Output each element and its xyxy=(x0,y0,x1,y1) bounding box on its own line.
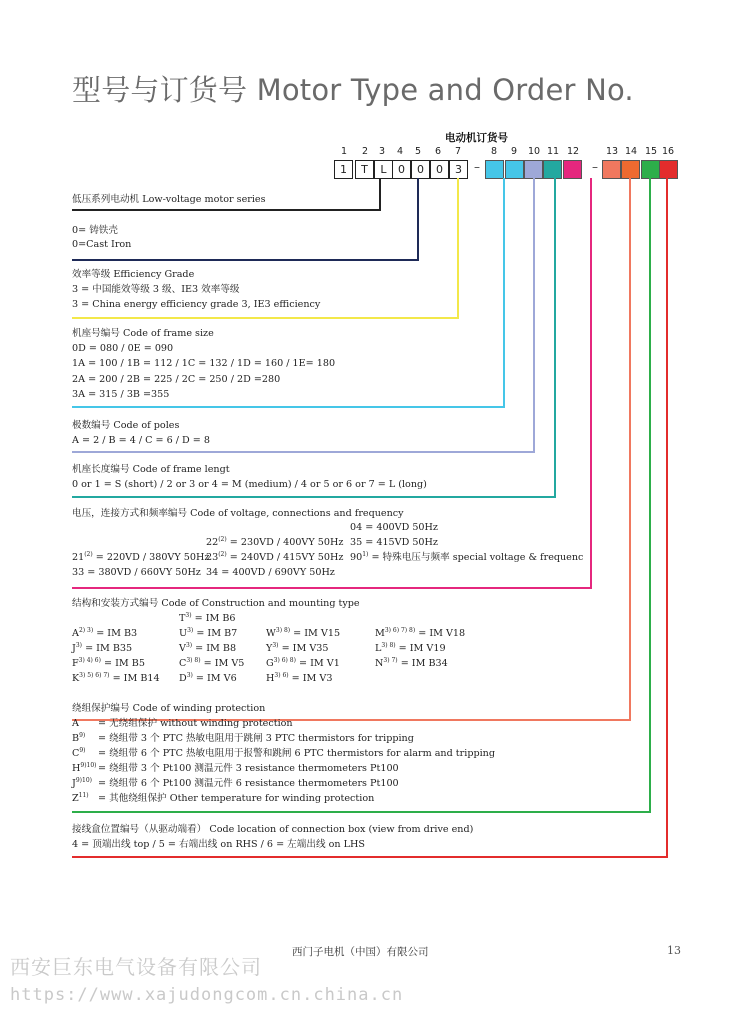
page-title: 型号与订货号 Motor Type and Order No. xyxy=(72,73,634,107)
frame-size-row: 3A = 315 / 3B =355 xyxy=(72,389,170,400)
position-number: 13 xyxy=(605,146,619,157)
frame-length-row: 0 or 1 = S (short) / 2 or 3 or 4 = M (medium) / 4 or 5 or 6 or 7 = L (long) xyxy=(72,479,427,490)
series-label: 低压系列电动机 Low-voltage motor series xyxy=(72,194,266,205)
position-number: 15 xyxy=(644,146,658,157)
order-number-label: 电动机订货号 xyxy=(445,132,508,144)
mounting-code: $C^{3) 8)}$ = IM V5 xyxy=(179,657,245,669)
winding-code-desc: = 绕组带 6 个 Pt100 测温元件 6 resistance thermometers Pt100 xyxy=(98,778,399,789)
mounting-code: $W^{3) 8)}$ = IM V15 xyxy=(266,627,341,639)
efficiency-line-cn: 3 = 中国能效等级 3 级、IE3 效率等级 xyxy=(72,284,240,295)
position-number: 4 xyxy=(396,146,404,157)
winding-code-letter: $J^{9)10)}$ xyxy=(72,777,92,789)
mounting-code: $A^{2) 3)}$ = IM B3 xyxy=(72,627,138,639)
order-code-box: T xyxy=(355,160,374,179)
mounting-code: $D^{3)}$ = IM V6 xyxy=(179,672,237,684)
position-number: 2 xyxy=(361,146,369,157)
frame-length-header: 机座长度编号 Code of frame lengt xyxy=(72,464,230,475)
position-number: 16 xyxy=(661,146,675,157)
position-number: 3 xyxy=(378,146,386,157)
mounting-code: $G^{3) 6) 8)}$ = IM V1 xyxy=(266,657,340,669)
frame-size-row: 0D = 080 / 0E = 090 xyxy=(72,343,174,354)
mounting-code: $Y^{3)}$ = IM V35 xyxy=(266,642,329,654)
winding-code-desc: = 绕组带 3 个 PTC 热敏电阻用于跳闸 3 PTC thermistors for tripping xyxy=(98,733,414,744)
position-number: 7 xyxy=(454,146,462,157)
poles-header: 极数编号 Code of poles xyxy=(72,420,180,431)
mounting-code: $T^{3)}$ = IM B6 xyxy=(179,612,236,624)
position-number: 9 xyxy=(510,146,518,157)
watermark-url: https://www.xajudongcom.cn.china.cn xyxy=(10,985,404,1005)
order-code-box: L xyxy=(374,160,393,179)
page-number: 13 xyxy=(667,944,681,957)
mounting-code: $J^{3)}$ = IM B35 xyxy=(72,642,133,654)
winding-code-desc: = 绕组带 3 个 Pt100 测温元件 3 resistance thermometers Pt100 xyxy=(98,763,399,774)
winding-code-letter: A xyxy=(72,718,79,729)
order-code-box: 0 xyxy=(411,160,430,179)
position-number: 8 xyxy=(490,146,498,157)
winding-code-desc: = 绕组带 6 个 PTC 热敏电阻用于报警和跳闸 6 PTC thermistors for alarm and tripping xyxy=(98,748,495,759)
frame-size-header: 机座号编号 Code of frame size xyxy=(72,328,214,339)
winding-code-desc: = 无绕组保护 without winding protection xyxy=(98,718,293,729)
frame-size-row: 2A = 200 / 2B = 225 / 2C = 250 / 2D =280 xyxy=(72,374,281,385)
voltage-header: 电压，连接方式和频率编号 Code of voltage, connections and frequency xyxy=(72,508,404,519)
position-number: 6 xyxy=(434,146,442,157)
voltage-code: 33 = 380VD / 660VY 50Hz xyxy=(72,567,201,578)
position-number: 14 xyxy=(624,146,638,157)
voltage-code: 34 = 400VD / 690VY 50Hz xyxy=(206,567,335,578)
watermark-company: 西安巨东电气设备有限公司 xyxy=(10,955,262,979)
winding-code-desc: = 其他绕组保护 Other temperature for winding protection xyxy=(98,793,375,804)
winding-code-letter: $H^{9)10)}$ xyxy=(72,762,97,774)
mounting-code: $U^{3)}$ = IM B7 xyxy=(179,627,238,639)
mounting-header: 结构和安装方式编号 Code of Construction and mounting type xyxy=(72,598,360,609)
winding-code-letter: $Z^{11)}$ xyxy=(72,792,89,804)
separator-dash: – xyxy=(474,160,480,174)
voltage-code: $22^{(2)} = 230VD / 400VY$ 50Hz xyxy=(206,536,344,548)
order-code-box: 3 xyxy=(449,160,468,179)
position-number: 1 xyxy=(340,146,348,157)
efficiency-line-en: 3 = China energy efficiency grade 3, IE3 efficiency xyxy=(72,299,321,310)
position-number: 12 xyxy=(566,146,580,157)
voltage-code: 04 = 400VD 50Hz xyxy=(350,522,438,533)
housing-line-en: 0=Cast Iron xyxy=(72,239,132,250)
mounting-code: $L^{3) 8)}$ = IM V19 xyxy=(375,642,446,654)
efficiency-header: 效率等级 Efficiency Grade xyxy=(72,269,195,280)
connection-box-row: 4 = 顶端出线 top / 5 = 右端出线 on RHS / 6 = 左端出线 on LHS xyxy=(72,839,365,850)
connector-poles xyxy=(72,178,534,452)
order-code-box: 0 xyxy=(430,160,449,179)
order-code-box: 1 xyxy=(334,160,353,179)
winding-code-letter: $B^{9)}$ xyxy=(72,732,86,744)
separator-dash: – xyxy=(592,160,598,174)
voltage-code: $90^{1)}$ = 特殊电压与频率 special voltage & frequenc xyxy=(350,551,584,563)
voltage-code: $21^{(2)} = 220VD / 380VY$ 50Hz xyxy=(72,551,210,563)
mounting-code: $F^{3) 4) 6)}$ = IM B5 xyxy=(72,657,145,669)
mounting-code: $H^{3) 6)}$ = IM V3 xyxy=(266,672,333,684)
housing-line-cn: 0= 铸铁壳 xyxy=(72,225,118,236)
position-number: 11 xyxy=(546,146,560,157)
mounting-code: $N^{3) 7)}$ = IM B34 xyxy=(375,657,448,669)
order-code-box: 0 xyxy=(392,160,411,179)
poles-row: A = 2 / B = 4 / C = 6 / D = 8 xyxy=(72,435,210,446)
voltage-code: 35 = 415VD 50Hz xyxy=(350,537,438,548)
connection-box-header: 接线盒位置编号（从驱动端看） Code location of connection box (view from drive end) xyxy=(72,824,474,835)
frame-size-row: 1A = 100 / 1B = 112 / 1C = 132 / 1D = 160 / 1E= 180 xyxy=(72,358,336,369)
mounting-code: $K^{3) 5) 6) 7)}$ = IM B14 xyxy=(72,672,160,684)
winding-header: 绕组保护编号 Code of winding protection xyxy=(72,703,266,714)
voltage-code: $23^{(2)} = 240VD / 415VY$ 50Hz xyxy=(206,551,344,563)
position-number: 10 xyxy=(527,146,541,157)
winding-code-letter: $C^{9)}$ xyxy=(72,747,86,759)
position-number: 5 xyxy=(414,146,422,157)
footer-company: 西门子电机（中国）有限公司 xyxy=(292,946,429,958)
mounting-code: $V^{3)}$ = IM B8 xyxy=(179,642,237,654)
mounting-code: $M^{3) 6) 7) 8)}$ = IM V18 xyxy=(375,627,466,639)
